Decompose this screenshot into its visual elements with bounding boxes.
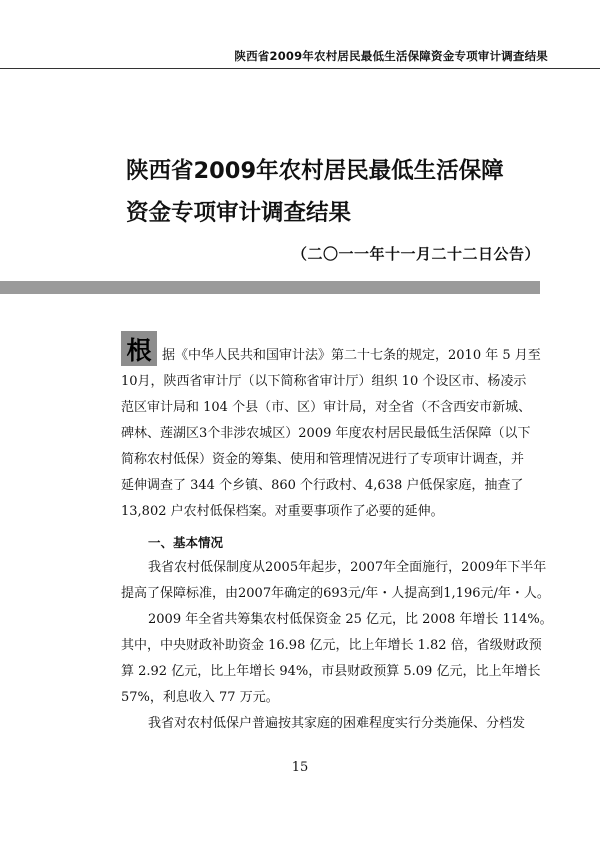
divider-bar	[0, 281, 540, 294]
paragraph-line: 我省对农村低保户普遍按其家庭的困难程度实行分类施保、分档发	[148, 716, 526, 731]
page-title	[126, 150, 566, 234]
drop-cap: 根	[121, 331, 157, 366]
intro-line: 延伸调查了 344 个乡镇、860 个行政村、4,638 户低保家庭，抽查了	[121, 478, 524, 493]
page-title-line-1: 陕西省2009年农村居民最低生活保障	[126, 158, 504, 184]
intro-line: 10月，陕西省审计厅（以下简称省审计厅）组织 10 个设区市、杨凌示	[121, 374, 527, 389]
intro-line: 据《中华人民共和国审计法》第二十七条的规定，2010 年 5 月至	[162, 348, 541, 363]
intro-line: 碑林、莲湖区3个非涉农城区）2009 年度农村居民最低生活保障（以下	[121, 426, 531, 441]
paragraph-line: 其中，中央财政补助资金 16.98 亿元，比上年增长 1.82 倍，省级财政预	[121, 638, 542, 653]
paragraph-line: 算 2.92 亿元，比上年增长 94%，市县财政预算 5.09 亿元，比上年增长	[121, 664, 541, 679]
header-rule	[0, 68, 600, 69]
running-header	[0, 48, 600, 68]
paragraph-line: 我省农村低保制度从2005年起步，2007年全面施行，2009年下半年	[148, 560, 547, 575]
paragraph-line: 2009 年全省共筹集农村低保资金 25 亿元，比 2008 年增长 114%。	[148, 612, 553, 627]
paragraph-line: 57%，利息收入 77 万元。	[121, 690, 279, 705]
page-title-line-2: 资金专项审计调查结果	[126, 200, 352, 226]
intro-line: 简称农村低保）资金的筹集、使用和管理情况进行了专项审计调查，并	[121, 452, 525, 467]
page-number: 15	[291, 760, 309, 775]
section-heading: 一、基本情况	[148, 535, 224, 550]
running-header-title: 陕西省2009年农村居民最低生活保障资金专项审计调查结果	[234, 49, 548, 63]
intro-line: 13,802 户农村低保档案。对重要事项作了必要的延伸。	[121, 504, 444, 519]
intro-line: 范区审计局和 104 个县（市、区）审计局，对全省（不含西安市新城、	[121, 400, 532, 415]
announcement-date: （二〇一一年十一月二十二日公告）	[291, 245, 540, 263]
paragraph-line: 提高了保障标准，由2007年确定的693元/年・人提高到1,196元/年・人。	[121, 586, 550, 601]
